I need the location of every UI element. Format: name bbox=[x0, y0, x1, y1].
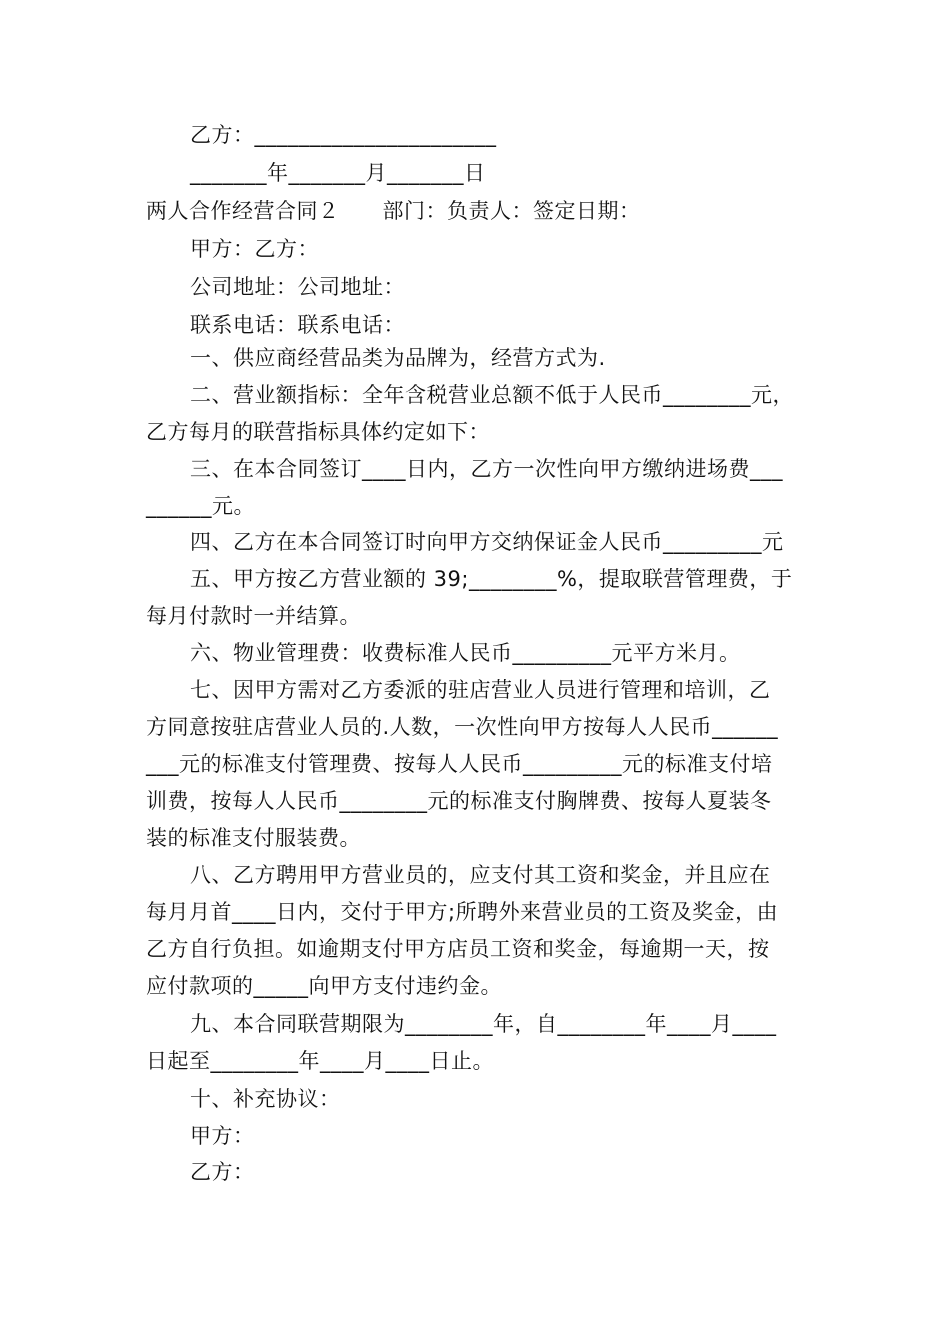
clause-7-line-2: 方同意按驻店营业人员的.人数，一次性向甲方按每人人民币______ bbox=[146, 715, 779, 739]
clause-1: 一、供应商经营品类为品牌为，经营方式为. bbox=[190, 346, 606, 370]
clause-7-line-4: 训费，按每人人民币________元的标准支付胸牌费、按每人夏装冬 bbox=[146, 789, 772, 813]
phone-line: 联系电话：联系电话： bbox=[190, 313, 405, 337]
clause-2-line-1: 二、营业额指标：全年含税营业总额不低于人民币________元， bbox=[190, 383, 794, 407]
address-line: 公司地址：公司地址： bbox=[190, 275, 405, 299]
clause-2-line-2: 乙方每月的联营指标具体约定如下： bbox=[146, 420, 490, 444]
signature-party-b: 乙方： bbox=[190, 1160, 255, 1184]
contract-title-line: 两人合作经营合同２ 部门：负责人：签定日期： bbox=[146, 199, 641, 223]
clause-3-line-1: 三、在本合同签订____日内，乙方一次性向甲方缴纳进场费___ bbox=[190, 457, 783, 481]
clause-7-line-5: 装的标准支付服装费。 bbox=[146, 826, 361, 850]
clause-8-line-1: 八、乙方聘用甲方营业员的，应支付其工资和奖金，并且应在 bbox=[190, 863, 771, 887]
parties-line: 甲方：乙方： bbox=[190, 237, 319, 261]
clause-5-line-1: 五、甲方按乙方营业额的 39;________%，提取联营管理费，于 bbox=[190, 567, 793, 591]
clause-10: 十、补充协议： bbox=[190, 1087, 341, 1111]
clause-8-line-4: 应付款项的_____向甲方支付违约金。 bbox=[146, 974, 502, 998]
clause-8-line-3: 乙方自行负担。如逾期支付甲方店员工资和奖金，每逾期一天，按 bbox=[146, 937, 770, 961]
clause-7-line-3: ___元的标准支付管理费、按每人人民币_________元的标准支付培 bbox=[146, 752, 773, 776]
signature-date-line: _______年_______月_______日 bbox=[190, 161, 486, 185]
clause-5-line-2: 每月付款时一并结算。 bbox=[146, 604, 361, 628]
clause-6: 六、物业管理费：收费标准人民币_________元平方米月。 bbox=[190, 641, 741, 665]
clause-3-line-2: ______元。 bbox=[146, 494, 255, 518]
clause-4: 四、乙方在本合同签订时向甲方交纳保证金人民币_________元 bbox=[190, 530, 784, 554]
clause-7-line-1: 七、因甲方需对乙方委派的驻店营业人员进行管理和培训，乙 bbox=[190, 678, 771, 702]
clause-9-line-1: 九、本合同联营期限为________年，自________年____月____ bbox=[190, 1012, 777, 1036]
signature-party-b-line: 乙方：______________________ bbox=[190, 123, 497, 147]
clause-8-line-2: 每月月首____日内，交付于甲方;所聘外来营业员的工资及奖金，由 bbox=[146, 900, 779, 924]
clause-9-line-2: 日起至________年____月____日止。 bbox=[146, 1049, 494, 1073]
signature-party-a: 甲方： bbox=[190, 1124, 255, 1148]
